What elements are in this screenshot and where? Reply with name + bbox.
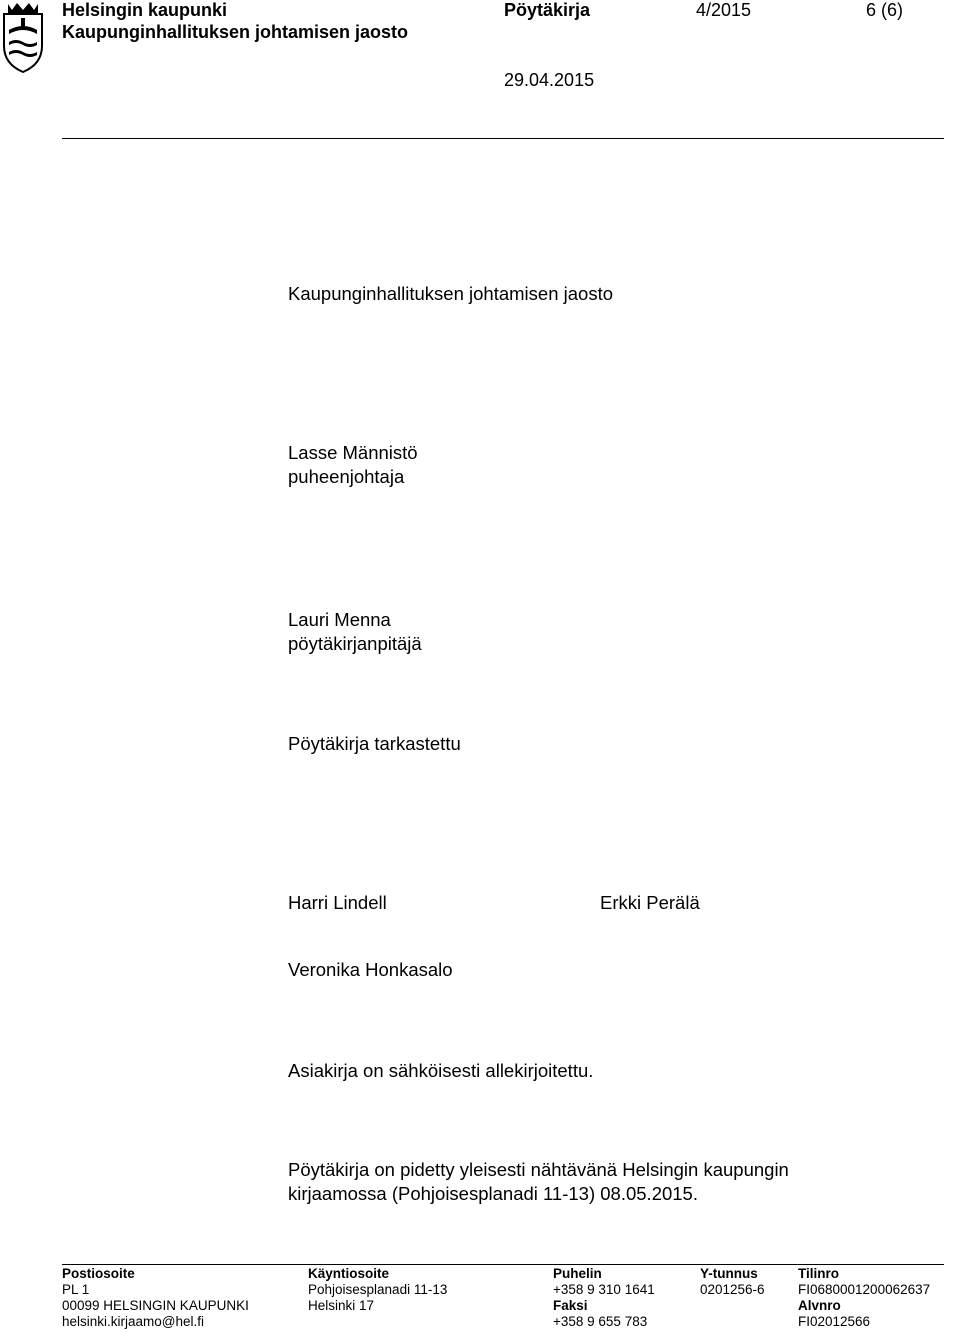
- alvnro-label: Alvnro: [798, 1298, 841, 1313]
- signed-note: Asiakirja on sähköisesti allekirjoitettu.: [288, 1060, 594, 1081]
- doc-number: 4/2015: [696, 0, 752, 20]
- ytunnus-label: Y-tunnus: [700, 1266, 758, 1281]
- chair-role: puheenjohtaja: [288, 466, 405, 487]
- alvnro-value: FI02012566: [798, 1314, 871, 1329]
- visit-label: Käyntiosoite: [308, 1266, 390, 1281]
- postal-label: Postiosoite: [62, 1266, 135, 1281]
- header-divider: [62, 138, 944, 139]
- public-note-line1: Pöytäkirja on pidetty yleisesti nähtävänä Helsingin kaupungin: [288, 1159, 789, 1180]
- secretary-role: pöytäkirjanpitäjä: [288, 633, 422, 654]
- footer-divider: [62, 1264, 944, 1265]
- page-number: 6 (6): [866, 0, 904, 20]
- fax-label: Faksi: [553, 1298, 588, 1313]
- postal-email: helsinki.kirjaamo@hel.fi: [62, 1314, 205, 1329]
- body-name: Kaupunginhallituksen johtamisen jaosto: [288, 283, 613, 304]
- inspected-label: Pöytäkirja tarkastettu: [288, 733, 461, 754]
- fax-value: +358 9 655 783: [553, 1314, 648, 1329]
- unit-name: Kaupunginhallituksen johtamisen jaosto: [62, 22, 409, 42]
- phone-label: Puhelin: [553, 1266, 602, 1281]
- public-note-line2: kirjaamossa (Pohjoisesplanadi 11-13) 08.05.2015.: [288, 1183, 698, 1204]
- tilinro-value: FI0680001200062637: [798, 1282, 931, 1297]
- inspector-1: Harri Lindell: [288, 892, 387, 913]
- chair-name: Lasse Männistö: [288, 442, 418, 463]
- postal-line1: PL 1: [62, 1282, 90, 1297]
- org-name: Helsingin kaupunki: [62, 0, 228, 20]
- visit-line2: Helsinki 17: [308, 1298, 375, 1313]
- inspector-2: Erkki Perälä: [600, 892, 700, 913]
- visit-line1: Pohjoisesplanadi 11-13: [308, 1282, 448, 1297]
- inspector-3: Veronika Honkasalo: [288, 959, 453, 980]
- doc-type: Pöytäkirja: [504, 0, 591, 20]
- ytunnus-value: 0201256-6: [700, 1282, 765, 1297]
- phone-value: +358 9 310 1641: [553, 1282, 655, 1297]
- helsinki-coat-of-arms-logo: [0, 0, 46, 74]
- postal-line2: 00099 HELSINGIN KAUPUNKI: [62, 1298, 249, 1313]
- secretary-name: Lauri Menna: [288, 609, 391, 630]
- tilinro-label: Tilinro: [798, 1266, 840, 1281]
- meeting-date: 29.04.2015: [504, 70, 595, 90]
